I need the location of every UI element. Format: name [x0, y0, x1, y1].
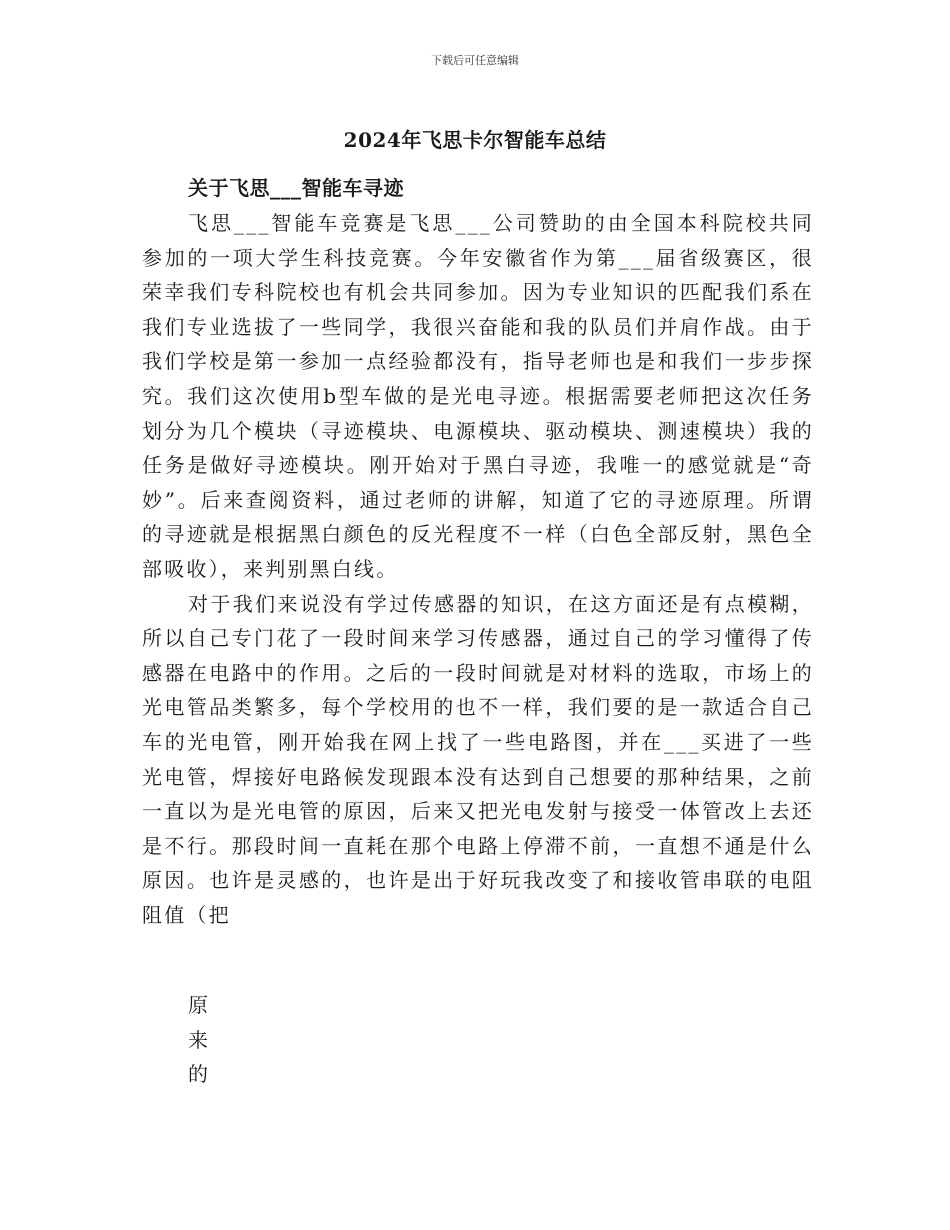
document-body: [142, 206, 814, 932]
paragraph-2: 对于我们来说没有学过传感器的知识，在这方面还是有点模糊，所以自己专门花了一段时间来学习传感器，通过自己的学习懂得了传感器在电路中的作用。之后的一段时间就是对材料的选取，市场上的光电管品类繁多，每个学校用的也不一样，我们要的是一款适合自己车的光电管，刚开始我在网上找了一些电路图，并在___买进了一些光电管，焊接好电路候发现跟本没有达到自己想要的那种结果，之前一直以为是光电管的原因，后来又把光电发射与接受一体管改上去还是不行。那段时间一直耗在那个电路上停滞不前，一直想不通是什么原因。也许是灵感的，也许是出于好玩我改变了和接收管串联的电阻阻值（把: [142, 591, 814, 927]
vertical-char: 的: [188, 1062, 208, 1087]
page-header-note: 下载后可任意编辑: [431, 54, 519, 67]
vertical-text-column: [188, 988, 208, 1092]
document-title: 2024年飞思卡尔智能车总结: [343, 128, 607, 152]
vertical-char: 原: [188, 993, 208, 1017]
section-heading: 关于飞思___智能车寻迹: [188, 176, 404, 200]
vertical-char: 来: [188, 1027, 208, 1052]
paragraph-1: 飞思___智能车竞赛是飞思___公司赞助的由全国本科院校共同参加的一项大学生科技竞赛。今年安徽省作为第___届省级赛区，很荣幸我们专科院校也有机会共同参加。因为专业知识的匹配我们系在我们专业选拔了一些同学，我很兴奋能和我的队员们并肩作战。由于我们学校是第一参加一点经验都没有，指导老师也是和我们一步步探究。我们这次使用b型车做的是光电寻迹。根据需要老师把这次任务划分为几个模块（寻迹模块、电源模块、驱动模块、测速模块）我的任务是做好寻迹模块。刚开始对于黑白寻迹，我唯一的感觉就是“奇妙”。后来查阅资料，通过老师的讲解，知道了它的寻迹原理。所谓的寻迹就是根据黑白颜色的反光程度不一样（白色全部反射，黑色全部吸收），来判别黑白线。: [142, 211, 814, 581]
